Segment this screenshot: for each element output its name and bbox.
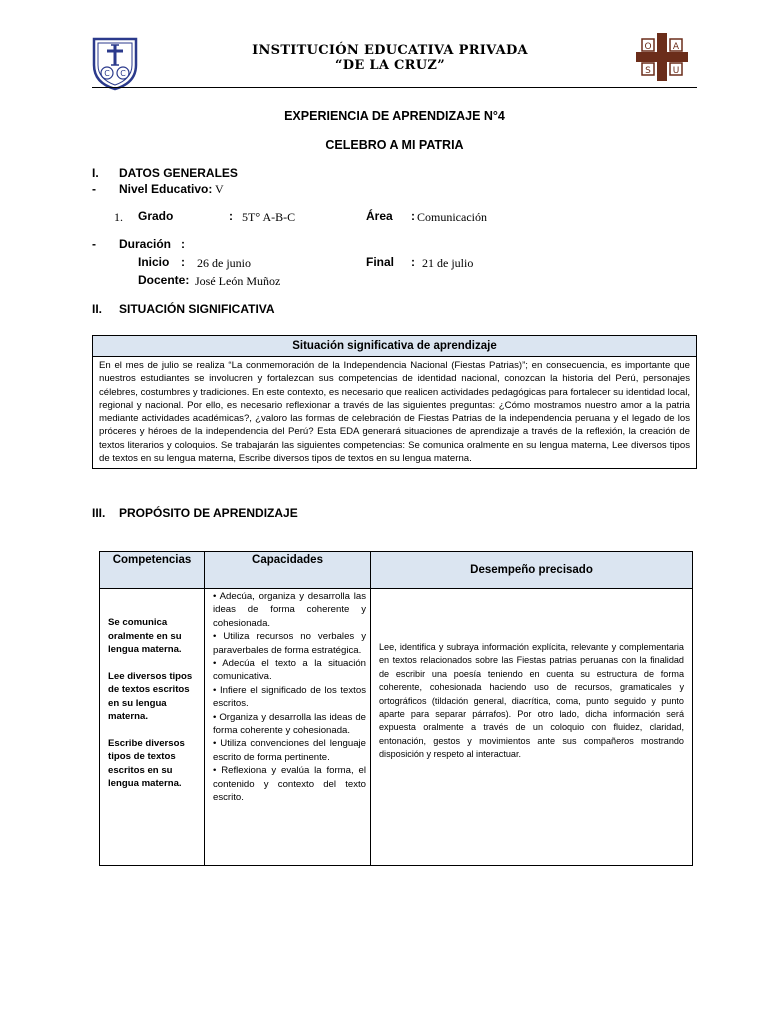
grado-number: 1. — [114, 210, 123, 224]
situacion-text: En el mes de julio se realiza “La conmemoración de la Independencia Nacional (Fiestas Patrias)”; en consecuencia, es importante que nuestros estudiantes se involucren y fortalezcan sus competencias de identidad nacional, conozcan la historia del Perú, personajes célebres, costumbres y tradiciones. En este contexto, es necesario que realicen actividades pedagógicas para fortalecer su identidad local, regional y nacional. Por ello, es necesario reflexionar a través de las siguientes preguntas: ¿Cómo mostramos nuestro amor a la patria mediante actividades académicas?, ¿valoro las formas de celebración de Fiestas Patrias de la independencia peruana y el legado de los próceres y héroes de la independencia del Perú? Esta EDA generará situaciones de aprendizaje a través de la reflexión, la creación de textos literarios y coloquios. Se trabajarán las siguientes competencias: Se comunica oralmente en su lengua materna, Lee diversos tipos de textos en su lengua materna, Escribe diversos tipos de textos en su lengua materna. — [99, 360, 690, 465]
area-label: Área — [366, 209, 393, 223]
docente-value: José León Muñoz — [195, 274, 281, 288]
header-capacidades: Capacidades — [205, 552, 371, 589]
table-header-row — [100, 552, 693, 589]
institution-name: INSTITUCIÓN EDUCATIVA PRIVADA — [252, 43, 528, 58]
capacidad-item: • Utiliza recursos no verbales y paraverbales de forma estratégica. — [213, 631, 366, 656]
school-crest-logo — [90, 35, 140, 91]
competencia-item: Escribe diversos tipos de textos escritos en su lengua materna. — [108, 737, 185, 789]
grado-colon: : — [229, 209, 233, 223]
nivel-label: Nivel Educativo: — [119, 182, 213, 196]
inicio-label: Inicio — [138, 255, 170, 269]
logo-right-letter-s: S — [645, 66, 651, 76]
grado-value: 5T° A-B-C — [242, 210, 296, 224]
area-value: Comunicación — [417, 210, 487, 224]
duracion-colon: : — [181, 237, 185, 251]
nivel-dash: - — [92, 182, 96, 196]
section-1-heading: DATOS GENERALES — [119, 166, 238, 180]
capacidad-item: • Adecúa el texto a la situación comunicativa. — [213, 658, 366, 683]
section-3-heading: PROPÓSITO DE APRENDIZAJE — [119, 506, 298, 520]
final-label: Final — [366, 255, 395, 269]
section-2-number: II. — [92, 302, 103, 316]
situacion-box — [92, 335, 697, 469]
area-colon: : — [411, 209, 415, 223]
document-subtitle: CELEBRO A MI PATRIA — [325, 138, 464, 152]
docente-label: Docente: — [138, 273, 190, 287]
logo-left-letter-1: C — [104, 69, 110, 78]
logo-right-letter-o: O — [644, 42, 652, 52]
logo-right-letter-a: A — [672, 42, 680, 52]
inicio-value: 26 de junio — [197, 256, 251, 270]
capacidad-item: • Adecúa, organiza y desarrolla las ideas de forma coherente y cohesionada. — [213, 591, 366, 629]
competencia-item: Lee diversos tipos de textos escritos en su lengua materna. — [108, 670, 193, 722]
grado-label: Grado — [138, 209, 174, 223]
header-competencias: Competencias — [100, 552, 205, 589]
capacidades-cell — [205, 589, 371, 866]
inicio-colon: : — [181, 255, 185, 269]
final-value: 21 de julio — [422, 256, 474, 270]
nivel-value: V — [215, 182, 224, 196]
logo-left-letter-2: C — [120, 69, 126, 78]
situacion-box-title: Situación significativa de aprendizaje — [93, 336, 696, 357]
competencias-cell — [100, 589, 205, 866]
capacidad-item: • Utiliza convenciones del lenguaje escrito de forma pertinente. — [213, 738, 366, 763]
section-2-heading: SITUACIÓN SIGNIFICATIVA — [119, 302, 275, 316]
section-3-number: III. — [92, 506, 106, 520]
capacidad-item: • Infiere el significado de los textos escritos. — [213, 684, 366, 710]
capacidad-item: • Reflexiona y evalúa la forma, el contenido y contexto del texto escrito. — [213, 765, 366, 804]
section-1-number: I. — [92, 166, 99, 180]
logo-right-letter-u: U — [672, 66, 680, 76]
document-title: EXPERIENCIA DE APRENDIZAJE N°4 — [284, 109, 505, 123]
desempeno-cell: Lee, identifica y subraya información explícita, relevante y complementaria en textos relacionados sobre las Fiestas patrias peruanas con la finalidad de escribir una poesía teniendo en cuenta su estructura de forma coherente, cohesionada haciendo uso de recursos, gramaticales y ortográficos (tildación general, diacrítica, coma, punto seguido y punto aparte para separar párrafos). Por otro lado, dicha información será expuesta oralmente a través de un coloquio con fluidez, claridad, entonación, gestos y movimientos ante sus compañeros mostrando disposición y respeto al interactuar. — [371, 589, 693, 866]
capacidad-item: • Organiza y desarrolla las ideas de forma coherente y cohesionada. — [213, 711, 366, 737]
duracion-label: Duración — [119, 237, 172, 251]
duracion-dash: - — [92, 237, 96, 251]
order-cross-logo — [634, 31, 690, 83]
header-divider — [92, 87, 697, 88]
table-row — [100, 589, 693, 866]
final-colon: : — [411, 255, 415, 269]
header-desempeno: Desempeño precisado — [371, 552, 693, 589]
competencia-item: Se comunica oralmente en su lengua materna. — [108, 617, 182, 655]
proposito-table — [99, 551, 693, 866]
institution-subtitle: “DE LA CRUZ” — [335, 58, 445, 73]
